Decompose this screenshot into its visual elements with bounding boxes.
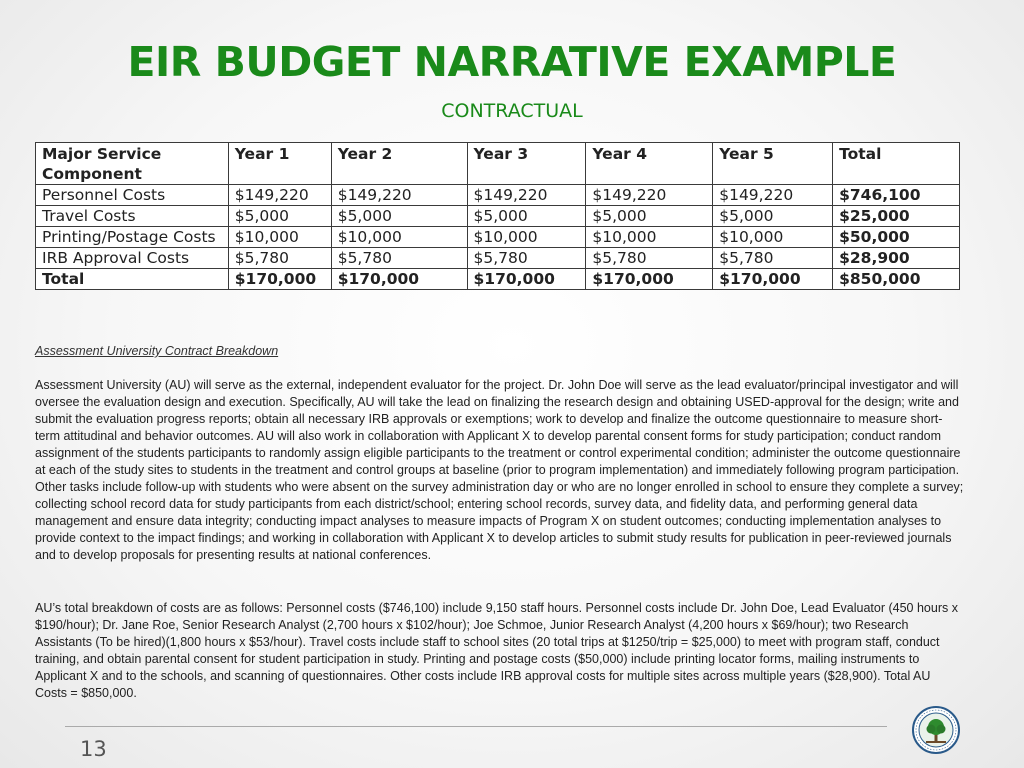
header-cell: Year 2 — [331, 143, 467, 185]
header-cell: Year 5 — [713, 143, 833, 185]
table-cell: $170,000 — [467, 269, 586, 290]
table-cell: $10,000 — [713, 227, 833, 248]
table-cell: $10,000 — [467, 227, 586, 248]
table-cell: $170,000 — [228, 269, 331, 290]
table-cell: $149,220 — [331, 185, 467, 206]
table-cell: $5,000 — [713, 206, 833, 227]
row-label: IRB Approval Costs — [36, 248, 229, 269]
table-header-row — [36, 143, 960, 185]
header-cell: Major Service Component — [36, 143, 229, 185]
table-cell: $10,000 — [228, 227, 331, 248]
table-row — [36, 248, 960, 269]
grand-total-cell: $850,000 — [833, 269, 960, 290]
footer-divider — [65, 726, 887, 727]
table-cell: $5,000 — [331, 206, 467, 227]
table-cell: $149,220 — [713, 185, 833, 206]
table-cell: $149,220 — [228, 185, 331, 206]
table-row — [36, 227, 960, 248]
table-cell: $5,780 — [467, 248, 586, 269]
table-row — [36, 206, 960, 227]
table-cell: $5,000 — [467, 206, 586, 227]
table-cell: $170,000 — [713, 269, 833, 290]
table-cell: $5,000 — [228, 206, 331, 227]
header-cell: Total — [833, 143, 960, 185]
header-cell: Year 1 — [228, 143, 331, 185]
cost-breakdown-paragraph: AU’s total breakdown of costs are as follows: Personnel costs ($746,100) include 9,150 staff hours. Personnel costs include Dr. John Doe, Lead Evaluator (450 hours x $190/hour); Dr. Jane Roe, Senior Research Analyst (2,700 hours x $102/hour); Joe Schmoe, Junior Research Analyst (4,200 hours x $69/hour); two Research Assistants (To be hired)(1,800 hours x $53/hour). Travel costs include staff to school sites (20 total trips at $1250/trip = $25,000) to meet with program staff, conduct training, and obtain parental consent for student participation in study. Printing and postage costs ($50,000) include printing locator forms, mailing instruments to Applicant X and to the schools, and scanning of questionnaires. Other costs include IRB approval costs for multiple sites across multiple years ($28,900). Total AU Costs = $850,000. — [35, 601, 958, 700]
row-total-cell: $25,000 — [833, 206, 960, 227]
department-of-education-seal-icon — [912, 706, 960, 754]
table-cell: $10,000 — [331, 227, 467, 248]
slide-subtitle: CONTRACTUAL — [441, 100, 583, 122]
table-row — [36, 185, 960, 206]
row-label: Printing/Postage Costs — [36, 227, 229, 248]
table-cell: $5,000 — [586, 206, 713, 227]
header-cell: Year 3 — [467, 143, 586, 185]
table-total-row — [36, 269, 960, 290]
row-total-cell: $28,900 — [833, 248, 960, 269]
table-cell: $149,220 — [467, 185, 586, 206]
row-label: Travel Costs — [36, 206, 229, 227]
slide-title: EIR BUDGET NARRATIVE EXAMPLE — [127, 38, 897, 86]
table-cell: $5,780 — [331, 248, 467, 269]
table-cell: $170,000 — [331, 269, 467, 290]
table-cell: $149,220 — [586, 185, 713, 206]
contract-description-paragraph: Assessment University (AU) will serve as the external, independent evaluator for the project. Dr. John Doe will serve as the lead evaluator/principal investigator and will oversee the evaluation design and execution. Specifically, AU will take the lead on finalizing the research design and obtaining USED-approval for the design; write and submit the evaluation progress reports; obtain all necessary IRB approvals or exemptions; work to develop and finalize the outcome questionnaire to measure short-term attitudinal and behavior outcomes. AU will also work in collaboration with Applicant X to develop parental consent forms for study participation; conduct random assignment of the students participants to randomly assign eligible participants to the treatment or control experimental condition; administer the outcome questionnaire at each of the study sites to students in the treatment and control groups at baseline (prior to program implementation) and immediately following program participation. Other tasks include follow-up with students who were absent on the survey administration day or who are no longer enrolled in school to ensure they complete a survey; collecting school record data for study participants from each district/school; entering school records, survey data, and fidelity data, and performing general data management and ensure data integrity; conducting impact analyses to measure impacts of Program X on student outcomes; conducting implementation analyses to provide context to the impact findings; and working in collaboration with Applicant X to develop articles to submit study results for publication in peer-reviewed journals and to develop proposals for presenting results at national conferences. — [35, 378, 964, 562]
page-number: 13 — [80, 737, 107, 761]
row-label: Total — [36, 269, 229, 290]
row-label: Personnel Costs — [36, 185, 229, 206]
row-total-cell: $50,000 — [833, 227, 960, 248]
table-caption: Assessment University Contract Breakdown — [35, 344, 279, 358]
table-cell: $5,780 — [586, 248, 713, 269]
budget-table — [35, 142, 960, 290]
header-cell: Year 4 — [586, 143, 713, 185]
table-cell: $5,780 — [713, 248, 833, 269]
row-total-cell: $746,100 — [833, 185, 960, 206]
table-cell: $5,780 — [228, 248, 331, 269]
table-cell: $10,000 — [586, 227, 713, 248]
table-cell: $170,000 — [586, 269, 713, 290]
